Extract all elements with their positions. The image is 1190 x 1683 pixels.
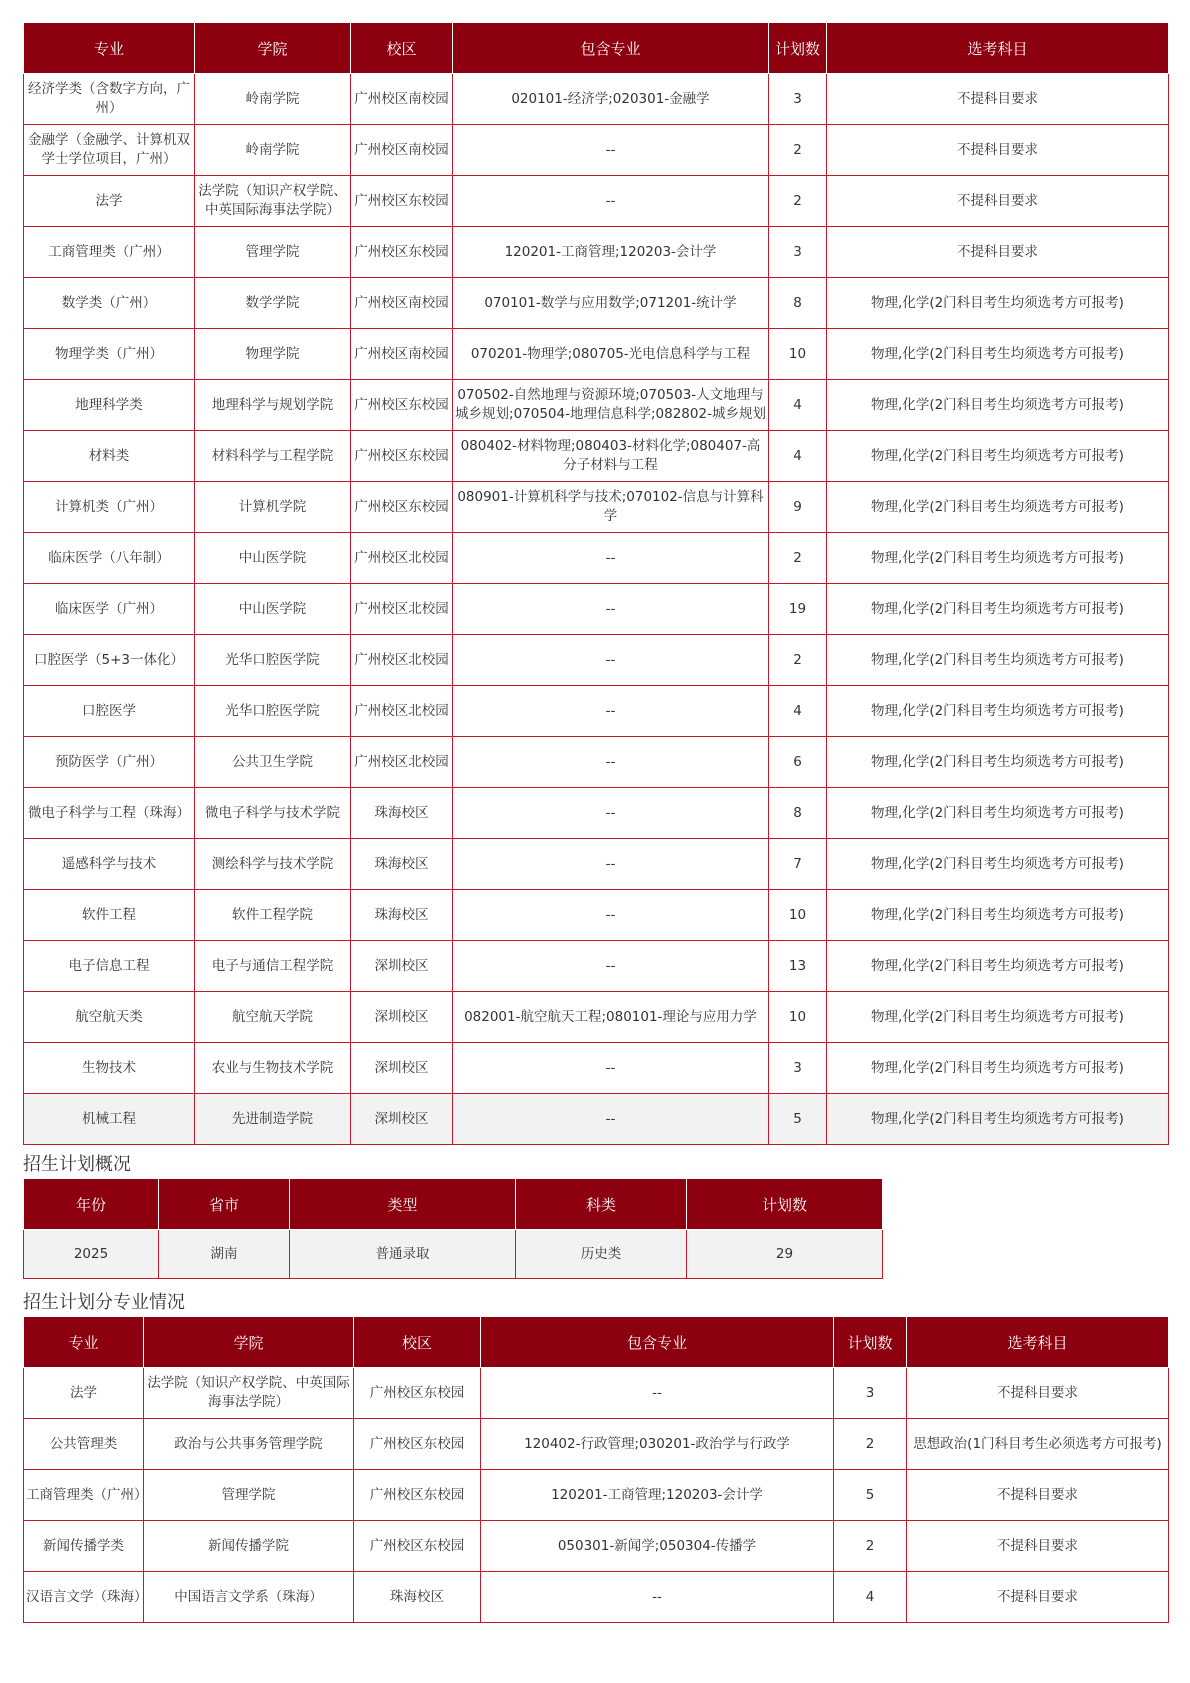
table-cell: 物理,化学(2门科目考生均须选考方可报考) <box>827 380 1169 431</box>
column-header: 专业 <box>24 23 195 74</box>
table-cell: 政治与公共事务管理学院 <box>144 1419 354 1470</box>
table-cell: 新闻传播学类 <box>24 1521 144 1572</box>
table-cell: 物理学类（广州） <box>24 329 195 380</box>
table-row <box>24 686 1169 737</box>
table-cell: 岭南学院 <box>195 125 351 176</box>
table-header-row <box>24 23 1169 74</box>
table-cell: 口腔医学 <box>24 686 195 737</box>
table-cell: 3 <box>769 74 827 125</box>
table-cell: 广州校区南校园 <box>351 278 453 329</box>
table-cell: 中国语言文学系（珠海） <box>144 1572 354 1623</box>
table-cell: 珠海校区 <box>351 788 453 839</box>
table-cell: 法学院（知识产权学院、中英国际海事法学院） <box>195 176 351 227</box>
table-row <box>24 1368 1169 1419</box>
table-cell: 物理,化学(2门科目考生均须选考方可报考) <box>827 839 1169 890</box>
table-cell: 软件工程 <box>24 890 195 941</box>
table-cell: -- <box>453 635 769 686</box>
table-row <box>24 1419 1169 1470</box>
table-row <box>24 1470 1169 1521</box>
table-cell: -- <box>453 1043 769 1094</box>
table-cell: 工商管理类（广州） <box>24 1470 144 1521</box>
table-cell: 29 <box>687 1230 883 1279</box>
table-cell: 工商管理类（广州） <box>24 227 195 278</box>
table-cell: 物理,化学(2门科目考生均须选考方可报考) <box>827 278 1169 329</box>
table-cell: 不提科目要求 <box>827 74 1169 125</box>
section-heading-plan-overview: 招生计划概况 <box>23 1154 131 1175</box>
table-cell: 物理,化学(2门科目考生均须选考方可报考) <box>827 533 1169 584</box>
table-cell: 广州校区北校园 <box>351 737 453 788</box>
table-cell: 管理学院 <box>195 227 351 278</box>
column-header: 包含专业 <box>481 1317 834 1368</box>
table-row <box>24 533 1169 584</box>
table-cell: -- <box>453 176 769 227</box>
column-header: 校区 <box>351 23 453 74</box>
column-header: 年份 <box>24 1179 159 1230</box>
table-cell: 物理,化学(2门科目考生均须选考方可报考) <box>827 329 1169 380</box>
table-cell: 历史类 <box>516 1230 687 1279</box>
table-cell: 6 <box>769 737 827 788</box>
table-cell: 汉语言文学（珠海） <box>24 1572 144 1623</box>
table-cell: -- <box>453 788 769 839</box>
table-cell: 广州校区东校园 <box>351 482 453 533</box>
table-cell: 数学类（广州） <box>24 278 195 329</box>
column-header: 选考科目 <box>907 1317 1169 1368</box>
table-cell: 经济学类（含数字方向，广州） <box>24 74 195 125</box>
table-row <box>24 74 1169 125</box>
table-cell: 微电子科学与工程（珠海） <box>24 788 195 839</box>
table-cell: 物理,化学(2门科目考生均须选考方可报考) <box>827 431 1169 482</box>
table-cell: 软件工程学院 <box>195 890 351 941</box>
table-cell: 物理,化学(2门科目考生均须选考方可报考) <box>827 788 1169 839</box>
table-cell: 2 <box>769 176 827 227</box>
table-cell: 广州校区东校园 <box>351 431 453 482</box>
column-header: 计划数 <box>687 1179 883 1230</box>
table-cell: 口腔医学（5+3一体化） <box>24 635 195 686</box>
table-cell: 计算机类（广州） <box>24 482 195 533</box>
plan-by-major-table <box>23 1316 1169 1623</box>
column-header: 校区 <box>354 1317 481 1368</box>
table-cell: 珠海校区 <box>351 839 453 890</box>
table-cell: 岭南学院 <box>195 74 351 125</box>
table-cell: -- <box>453 839 769 890</box>
table-cell: 不提科目要求 <box>907 1572 1169 1623</box>
table-cell: 管理学院 <box>144 1470 354 1521</box>
table-cell: 数学学院 <box>195 278 351 329</box>
table-cell: 020101-经济学;020301-金融学 <box>453 74 769 125</box>
table-cell: -- <box>453 737 769 788</box>
table-cell: 120201-工商管理;120203-会计学 <box>481 1470 834 1521</box>
table-cell: 临床医学（广州） <box>24 584 195 635</box>
table-cell: 公共管理类 <box>24 1419 144 1470</box>
table-row <box>24 737 1169 788</box>
table-row <box>24 380 1169 431</box>
table-cell: 先进制造学院 <box>195 1094 351 1145</box>
plan-overview-table <box>23 1178 883 1279</box>
table-cell: 不提科目要求 <box>907 1521 1169 1572</box>
table-cell: 10 <box>769 329 827 380</box>
table-cell: 法学 <box>24 176 195 227</box>
table-cell: 物理,化学(2门科目考生均须选考方可报考) <box>827 992 1169 1043</box>
table-row <box>24 992 1169 1043</box>
table-cell: 珠海校区 <box>351 890 453 941</box>
table-cell: 预防医学（广州） <box>24 737 195 788</box>
table-cell: 航空航天学院 <box>195 992 351 1043</box>
column-header: 类型 <box>290 1179 516 1230</box>
table-cell: 广州校区东校园 <box>351 176 453 227</box>
table-cell: 070101-数学与应用数学;071201-统计学 <box>453 278 769 329</box>
table-cell: 新闻传播学院 <box>144 1521 354 1572</box>
table-cell: 计算机学院 <box>195 482 351 533</box>
table-cell: 10 <box>769 992 827 1043</box>
table-cell: 19 <box>769 584 827 635</box>
table-cell: 2025 <box>24 1230 159 1279</box>
table-cell: 法学院（知识产权学院、中英国际海事法学院） <box>144 1368 354 1419</box>
table-cell: 4 <box>769 380 827 431</box>
table-cell: 电子与通信工程学院 <box>195 941 351 992</box>
table-cell: 广州校区南校园 <box>351 74 453 125</box>
table-cell: 广州校区南校园 <box>351 125 453 176</box>
table-row <box>24 1043 1169 1094</box>
table-header-row <box>24 1317 1169 1368</box>
table-row <box>24 431 1169 482</box>
column-header: 学院 <box>144 1317 354 1368</box>
table-cell: 9 <box>769 482 827 533</box>
table-cell: 10 <box>769 890 827 941</box>
table-cell: 电子信息工程 <box>24 941 195 992</box>
table-cell: 微电子科学与技术学院 <box>195 788 351 839</box>
table-cell: -- <box>453 1094 769 1145</box>
table-row <box>24 890 1169 941</box>
table-cell: 广州校区东校园 <box>351 227 453 278</box>
column-header: 包含专业 <box>453 23 769 74</box>
table-cell: 物理,化学(2门科目考生均须选考方可报考) <box>827 686 1169 737</box>
column-header: 学院 <box>195 23 351 74</box>
column-header: 选考科目 <box>827 23 1169 74</box>
table-row <box>24 1572 1169 1623</box>
table-cell: 8 <box>769 278 827 329</box>
table-cell: 物理,化学(2门科目考生均须选考方可报考) <box>827 635 1169 686</box>
table-cell: 2 <box>834 1521 907 1572</box>
table-cell: 不提科目要求 <box>827 125 1169 176</box>
table-cell: 不提科目要求 <box>827 227 1169 278</box>
table-cell: -- <box>453 941 769 992</box>
table-cell: 珠海校区 <box>354 1572 481 1623</box>
table-row <box>24 584 1169 635</box>
table-cell: 物理,化学(2门科目考生均须选考方可报考) <box>827 584 1169 635</box>
column-header: 计划数 <box>834 1317 907 1368</box>
table-cell: 3 <box>769 1043 827 1094</box>
table-cell: 2 <box>769 635 827 686</box>
table-row <box>24 329 1169 380</box>
table-cell: 航空航天类 <box>24 992 195 1043</box>
table-cell: 物理,化学(2门科目考生均须选考方可报考) <box>827 1094 1169 1145</box>
table-cell: 广州校区东校园 <box>354 1368 481 1419</box>
table-cell: 机械工程 <box>24 1094 195 1145</box>
table-cell: 广州校区东校园 <box>354 1419 481 1470</box>
table-cell: 070201-物理学;080705-光电信息科学与工程 <box>453 329 769 380</box>
table-cell: 5 <box>834 1470 907 1521</box>
table-cell: 地理科学类 <box>24 380 195 431</box>
table-cell: 不提科目要求 <box>907 1470 1169 1521</box>
table-cell: 080402-材料物理;080403-材料化学;080407-高分子材料与工程 <box>453 431 769 482</box>
table-cell: 生物技术 <box>24 1043 195 1094</box>
table-cell: 广州校区东校园 <box>354 1470 481 1521</box>
table-cell: 120402-行政管理;030201-政治学与行政学 <box>481 1419 834 1470</box>
table-cell: 070502-自然地理与资源环境;070503-人文地理与城乡规划;070504-地理信息科学;082802-城乡规划 <box>453 380 769 431</box>
table-header-row <box>24 1179 883 1230</box>
plan-table-previous <box>23 22 1169 1145</box>
column-header: 专业 <box>24 1317 144 1368</box>
table-cell: -- <box>453 125 769 176</box>
table-cell: 光华口腔医学院 <box>195 635 351 686</box>
table-cell: 广州校区东校园 <box>351 380 453 431</box>
table-row <box>24 941 1169 992</box>
table-cell: 物理,化学(2门科目考生均须选考方可报考) <box>827 1043 1169 1094</box>
table-cell: 深圳校区 <box>351 1094 453 1145</box>
table-cell: 材料类 <box>24 431 195 482</box>
table-cell: 13 <box>769 941 827 992</box>
table-row <box>24 1094 1169 1145</box>
column-header: 省市 <box>159 1179 290 1230</box>
table-cell: 5 <box>769 1094 827 1145</box>
table-row <box>24 839 1169 890</box>
table-cell: 4 <box>769 686 827 737</box>
table-cell: 湖南 <box>159 1230 290 1279</box>
table-row <box>24 176 1169 227</box>
table-cell: 广州校区东校园 <box>354 1521 481 1572</box>
section-heading-plan-by-major: 招生计划分专业情况 <box>23 1292 185 1313</box>
table-cell: 不提科目要求 <box>907 1368 1169 1419</box>
table-cell: 金融学（金融学、计算机双学士学位项目，广州） <box>24 125 195 176</box>
table-cell: 光华口腔医学院 <box>195 686 351 737</box>
table-row <box>24 482 1169 533</box>
table-cell: 法学 <box>24 1368 144 1419</box>
table-cell: 广州校区北校园 <box>351 686 453 737</box>
table-cell: 中山医学院 <box>195 584 351 635</box>
table-cell: 材料科学与工程学院 <box>195 431 351 482</box>
table-cell: 4 <box>834 1572 907 1623</box>
table-cell: 临床医学（八年制） <box>24 533 195 584</box>
table-cell: -- <box>481 1368 834 1419</box>
table-row <box>24 125 1169 176</box>
table-cell: 思想政治(1门科目考生必须选考方可报考) <box>907 1419 1169 1470</box>
table-cell: 物理学院 <box>195 329 351 380</box>
table-cell: 2 <box>769 125 827 176</box>
table-cell: 测绘科学与技术学院 <box>195 839 351 890</box>
table-cell: 物理,化学(2门科目考生均须选考方可报考) <box>827 482 1169 533</box>
table-cell: 中山医学院 <box>195 533 351 584</box>
table-cell: 深圳校区 <box>351 941 453 992</box>
table-row <box>24 788 1169 839</box>
table-cell: 120201-工商管理;120203-会计学 <box>453 227 769 278</box>
table-cell: 深圳校区 <box>351 992 453 1043</box>
table-cell: 2 <box>769 533 827 584</box>
column-header: 科类 <box>516 1179 687 1230</box>
table-cell: 2 <box>834 1419 907 1470</box>
table-cell: 7 <box>769 839 827 890</box>
table-cell: -- <box>453 686 769 737</box>
table-row <box>24 227 1169 278</box>
table-cell: -- <box>453 890 769 941</box>
table-cell: 广州校区北校园 <box>351 635 453 686</box>
table-cell: 082001-航空航天工程;080101-理论与应用力学 <box>453 992 769 1043</box>
table-cell: 物理,化学(2门科目考生均须选考方可报考) <box>827 890 1169 941</box>
table-cell: 物理,化学(2门科目考生均须选考方可报考) <box>827 941 1169 992</box>
table-cell: 物理,化学(2门科目考生均须选考方可报考) <box>827 737 1169 788</box>
table-row <box>24 1230 883 1279</box>
table-row <box>24 278 1169 329</box>
table-cell: 地理科学与规划学院 <box>195 380 351 431</box>
table-cell: 3 <box>834 1368 907 1419</box>
table-row <box>24 635 1169 686</box>
table-cell: 遥感科学与技术 <box>24 839 195 890</box>
table-cell: 3 <box>769 227 827 278</box>
table-cell: 不提科目要求 <box>827 176 1169 227</box>
table-cell: 深圳校区 <box>351 1043 453 1094</box>
table-cell: 公共卫生学院 <box>195 737 351 788</box>
table-cell: 8 <box>769 788 827 839</box>
table-cell: -- <box>481 1572 834 1623</box>
table-cell: -- <box>453 533 769 584</box>
table-cell: 广州校区北校园 <box>351 584 453 635</box>
table-cell: 农业与生物技术学院 <box>195 1043 351 1094</box>
table-cell: 广州校区南校园 <box>351 329 453 380</box>
table-cell: 050301-新闻学;050304-传播学 <box>481 1521 834 1572</box>
table-row <box>24 1521 1169 1572</box>
table-cell: 普通录取 <box>290 1230 516 1279</box>
table-cell: 4 <box>769 431 827 482</box>
column-header: 计划数 <box>769 23 827 74</box>
table-cell: 广州校区北校园 <box>351 533 453 584</box>
table-cell: -- <box>453 584 769 635</box>
table-cell: 080901-计算机科学与技术;070102-信息与计算科学 <box>453 482 769 533</box>
